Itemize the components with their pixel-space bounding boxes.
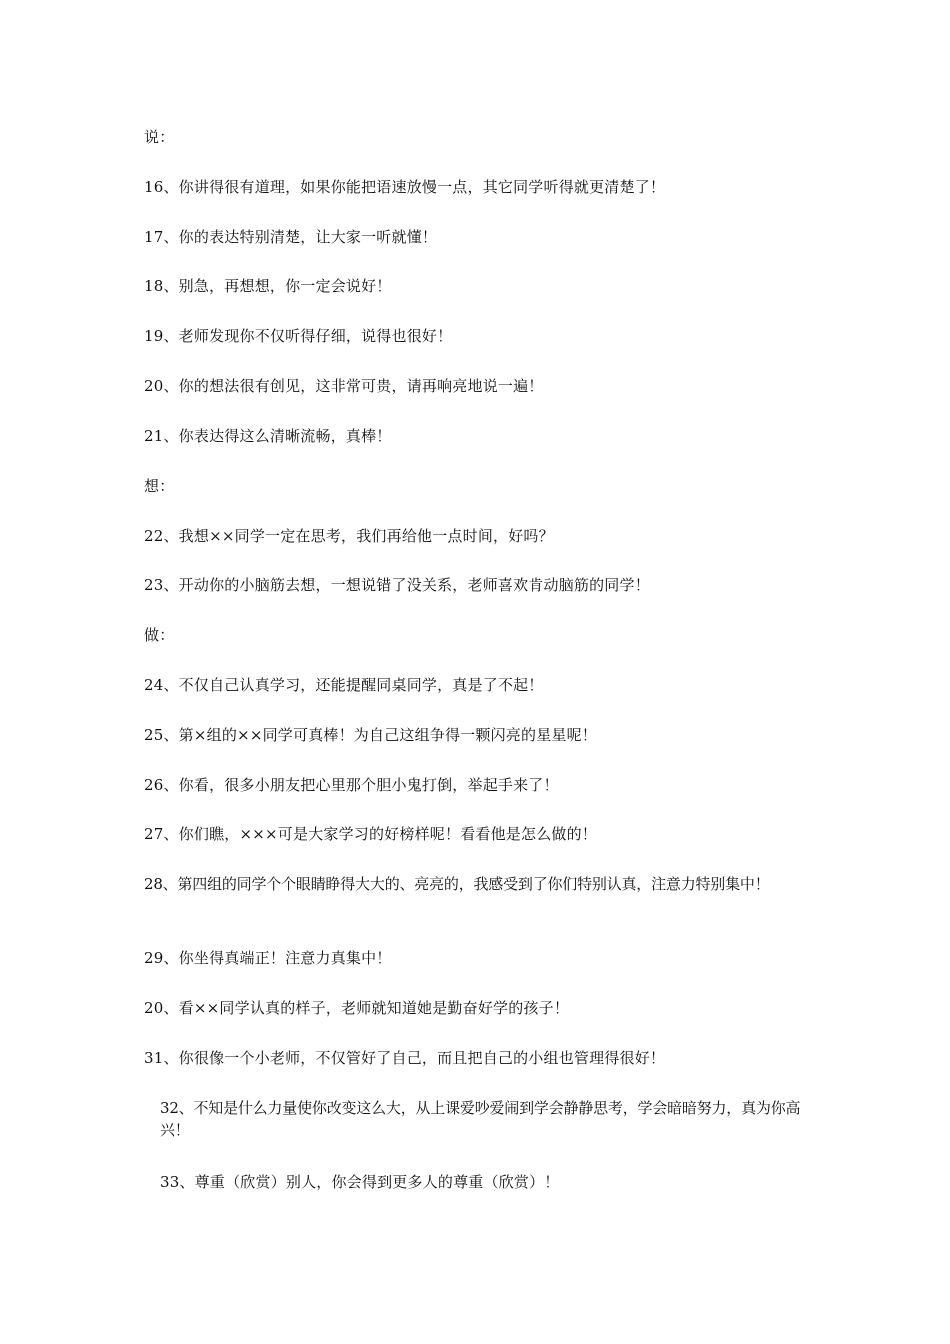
list-item: 18、别急，再想想，你一定会说好！ bbox=[144, 277, 392, 295]
list-item: 20、你的想法很有创见，这非常可贵，请再响亮地说一遍！ bbox=[144, 377, 544, 395]
list-item: 17、你的表达特别清楚，让大家一听就懂！ bbox=[144, 228, 438, 246]
list-item: 20、看××同学认真的样子，老师就知道她是勤奋好学的孩子！ bbox=[144, 999, 570, 1017]
list-item: 28、第四组的同学个个眼睛睁得大大的、亮亮的，我感受到了你们特别认真，注意力特别集中！ bbox=[144, 875, 770, 893]
list-item: 22、我想××同学一定在思考，我们再给他一点时间，好吗？ bbox=[144, 527, 554, 545]
list-item: 16、你讲得很有道理，如果你能把语速放慢一点，其它同学听得就更清楚了！ bbox=[144, 178, 666, 196]
list-item: 25、第×组的××同学可真棒！为自己这组争得一颗闪亮的星星呢！ bbox=[144, 726, 597, 744]
list-item: 26、你看，很多小朋友把心里那个胆小鬼打倒，举起手来了！ bbox=[144, 776, 559, 794]
list-item: 21、你表达得这么清晰流畅，真棒！ bbox=[144, 427, 392, 445]
section-heading-speak: 说： bbox=[144, 128, 175, 146]
list-item: 33、尊重（欣赏）别人，你会得到更多人的尊重（欣赏）！ bbox=[160, 1173, 560, 1191]
list-item: 19、老师发现你不仅听得仔细，说得也很好！ bbox=[144, 327, 453, 345]
list-item: 27、你们瞧，×××可是大家学习的好榜样呢！看看他是怎么做的！ bbox=[144, 825, 597, 843]
list-item: 32、不知是什么力量使你改变这么大，从上课爱吵爱闹到学会静静思考，学会暗暗努力，真为你高兴！ bbox=[160, 1099, 801, 1139]
list-item: 23、开动你的小脑筋去想，一想说错了没关系，老师喜欢肯动脑筋的同学！ bbox=[144, 576, 650, 594]
list-item: 24、不仅自己认真学习，还能提醒同桌同学，真是了不起！ bbox=[144, 676, 544, 694]
list-item: 29、你坐得真端正！注意力真集中！ bbox=[144, 949, 392, 967]
section-heading-think: 想： bbox=[144, 477, 175, 495]
section-heading-do: 做： bbox=[144, 626, 175, 644]
list-item: 31、你很像一个小老师，不仅管好了自己，而且把自己的小组也管理得很好！ bbox=[144, 1049, 666, 1067]
